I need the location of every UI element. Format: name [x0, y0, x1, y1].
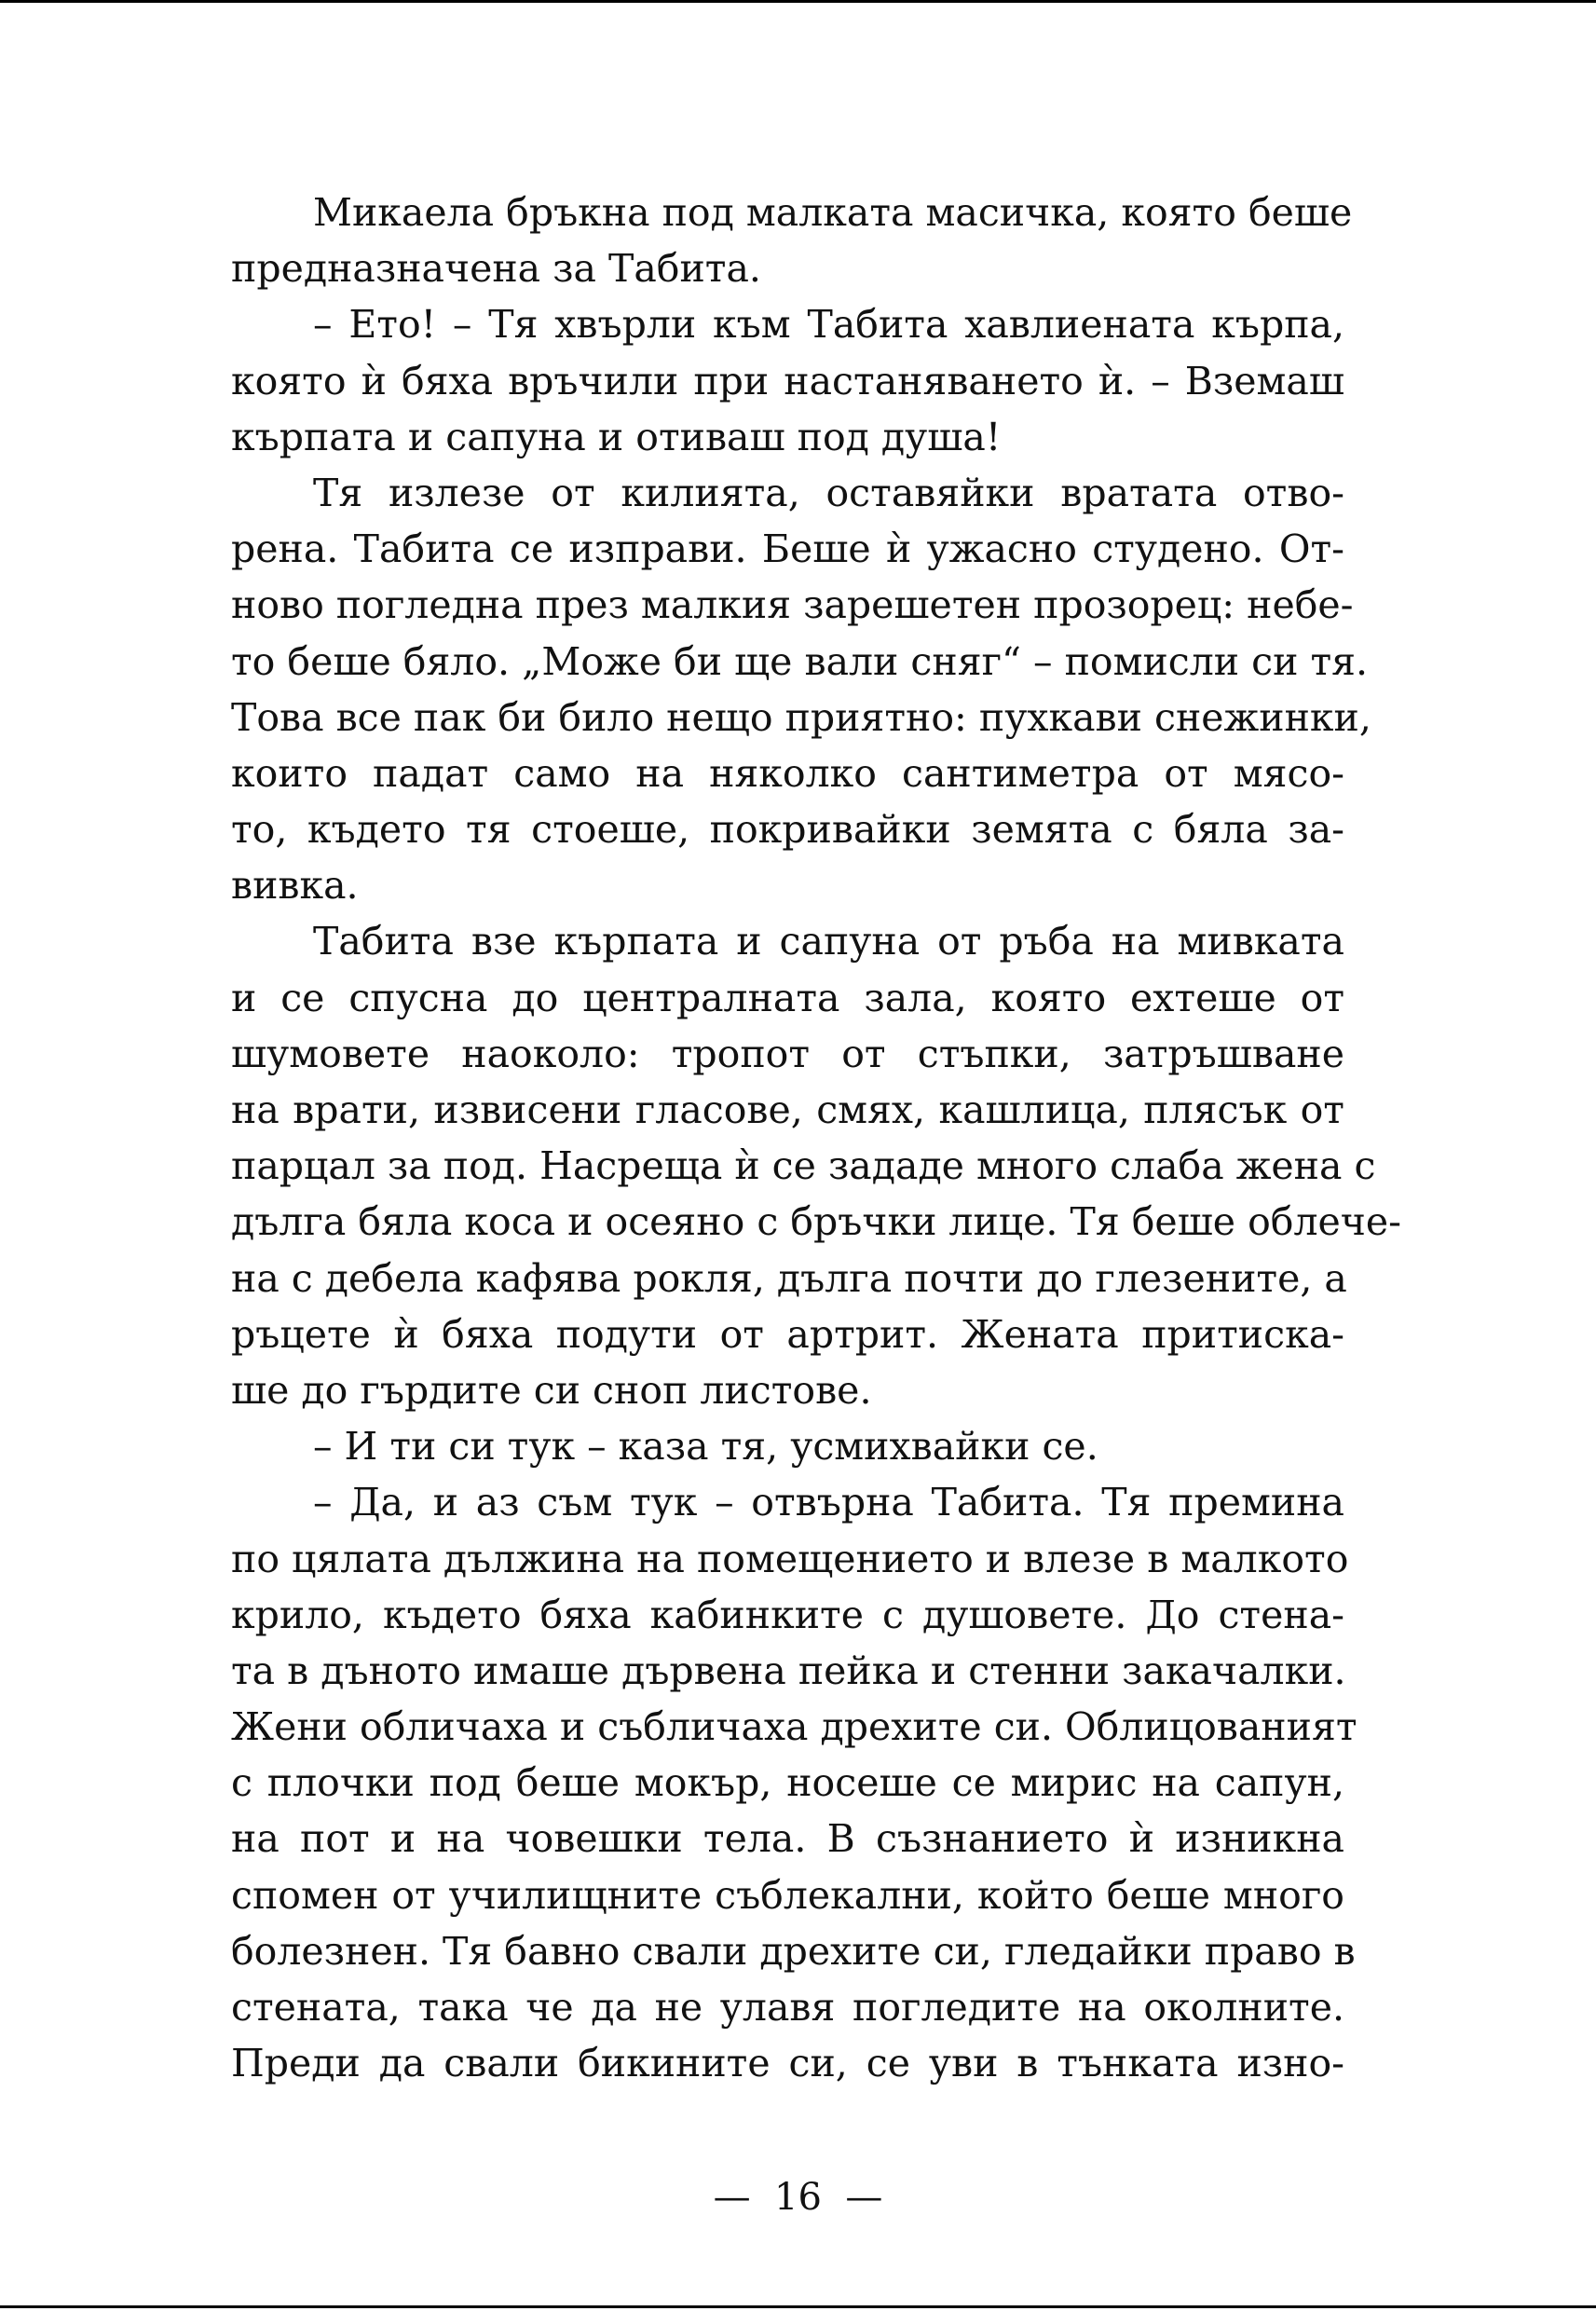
text-line: която ѝ бяха връчили при настаняването ѝ. – Вземаш	[231, 358, 1344, 403]
text-line: то беше бяло. „Може би ще вали сняг“ – помисли си тя.	[231, 638, 1369, 684]
top-border	[0, 0, 1596, 3]
text-line: стената, така че да не улавя погледите на околните.	[231, 1985, 1344, 2030]
text-line: рена. Табита се изправи. Беше ѝ ужасно студено. От-	[231, 526, 1344, 572]
text-line: предназначена за Табита.	[231, 246, 761, 292]
text-line: Жени обличаха и събличаха дрехите си. Облицованият	[231, 1704, 1357, 1750]
text-line: на врати, извисени гласове, смях, кашлица, плясък от	[231, 1087, 1344, 1132]
text-line: на пот и на човешки тела. В съзнанието ѝ изникна	[231, 1816, 1344, 1862]
text-line: спомен от училищните съблекални, който беше много	[231, 1872, 1344, 1918]
text-line: на с дебела кафява рокля, дълга почти до глезените, а	[231, 1255, 1347, 1301]
text-line: – Ето! – Тя хвърли към Табита хавлиената кърпа,	[313, 302, 1344, 348]
text-line: парцал за под. Насреща ѝ се зададе много слаба жена с	[231, 1143, 1376, 1189]
text-line: Преди да свали бикините си, се уви в тънката изно-	[231, 2041, 1344, 2086]
text-line: кърпата и сапуна и отиваш под душа!	[231, 414, 1002, 459]
text-line: по цялата дължина на помещението и влезе в малкото	[231, 1536, 1349, 1581]
text-line: крило, където бяха кабинките с душовете. До стена-	[231, 1592, 1344, 1637]
text-line: – Да, и аз съм тук – отвърна Табита. Тя премина	[313, 1480, 1344, 1525]
text-line: които падат само на няколко сантиметра от мясо-	[231, 750, 1344, 796]
text-line: шумовете наоколо: тропот от стъпки, затръшване	[231, 1031, 1344, 1076]
text-line: ново погледна през малкия зарешетен прозорец: небе-	[231, 582, 1354, 628]
text-line: – И ти си тук – каза тя, усмихвайки се.	[313, 1424, 1098, 1470]
text-line: Това все пак би било нещо приятно: пухкави снежинки,	[231, 694, 1371, 740]
text-line: то, където тя стоеше, покривайки земята с бяла за-	[231, 807, 1344, 853]
text-line: Тя излезе от килията, оставяйки вратата отво-	[313, 470, 1344, 515]
text-line: ше до гърдите си сноп листове.	[231, 1367, 872, 1413]
text-line: вивка.	[231, 863, 359, 909]
text-line: Табита взе кърпата и сапуна от ръба на мивката	[313, 919, 1344, 964]
text-line: с плочки под беше мокър, носеше се мирис на сапун,	[231, 1760, 1344, 1806]
text-line: та в дъното имаше дървена пейка и стенни закачалки.	[231, 1648, 1346, 1693]
bottom-border	[0, 2305, 1596, 2308]
page-number: — 16 —	[713, 2176, 883, 2219]
text-line: болезнен. Тя бавно свали дрехите си, гледайки право в	[231, 1928, 1356, 1974]
body-text	[231, 185, 1402, 2091]
text-line: ръцете ѝ бяха подути от артрит. Жената притиска-	[231, 1311, 1344, 1357]
text-line: и се спусна до централната зала, която ехтеше от	[231, 975, 1344, 1020]
text-line: дълга бяла коса и осеяно с бръчки лице. Тя беше облече-	[231, 1199, 1402, 1245]
text-line: Микаела бръкна под малката масичка, която беше	[313, 190, 1353, 235]
